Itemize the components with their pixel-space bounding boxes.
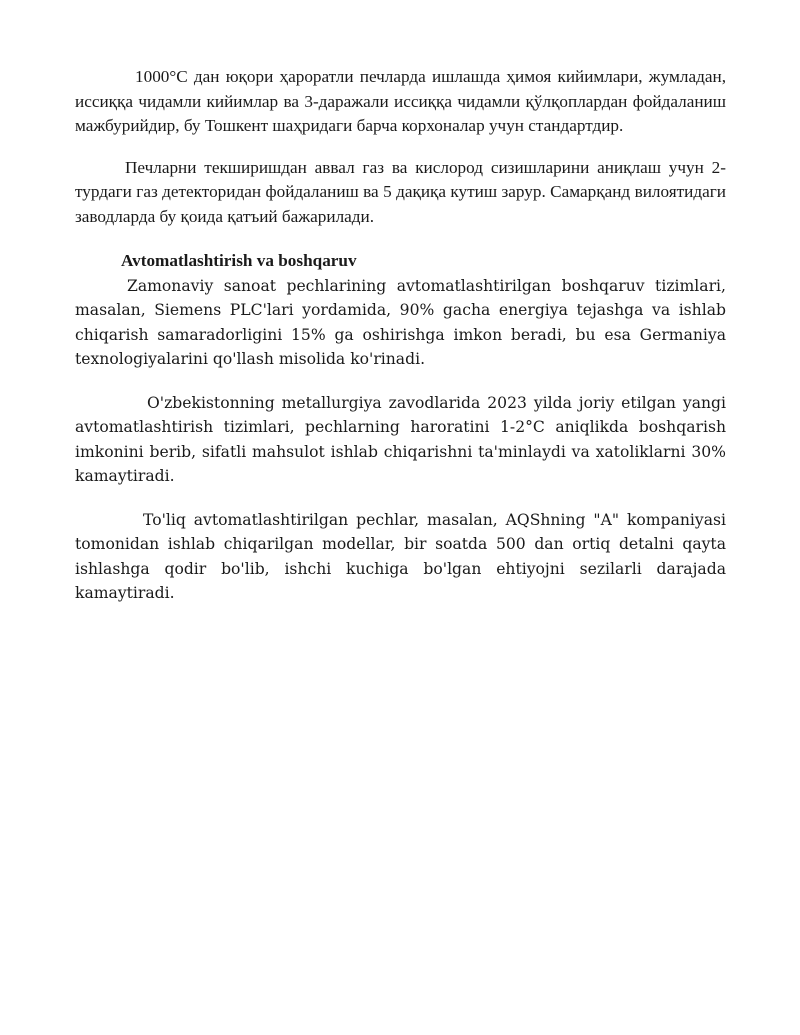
- document-body: [75, 65, 726, 606]
- paragraph-uzbekistan-metallurgy: O'zbekistonning metallurgiya zavodlarida 2023 yilda joriy etilgan yangi avtomatlashtirish tizimlari, pechlarning haroratini 1-2°C aniqlikda boshqarish imkonini berib, sifatli mahsulot ishlab chiqarishni ta'minlaydi va xatoliklarni 30% kamaytiradi.: [75, 393, 726, 485]
- paragraph-gas-detector: Печларни текширишдан аввал газ ва кислород сизишларини аниқлаш учун 2-турдаги газ детекторидан фойдаланиш ва 5 дақиқа кутиш зарур. Самарқанд вилоятидаги заводларда бу қоида қатъий бажарилади.: [75, 157, 726, 226]
- paragraph-gap: [75, 229, 726, 249]
- section-heading: Avtomatlashtirish va boshqaruv: [121, 251, 357, 270]
- paragraph-gap: [75, 372, 726, 391]
- paragraph-automated-furnaces: To'liq avtomatlashtirilgan pechlar, masalan, AQShning "A" kompaniyasi tomonidan ishlab chiqarilgan modellar, bir soatda 500 dan ortiq detalni qayta ishlashga qodir bo'lib, ishchi kuchiga bo'lgan ehtiyojni sezilarli darajada kamaytiradi.: [75, 510, 726, 602]
- paragraph-gap: [75, 489, 726, 508]
- paragraph-siemens-plc: Zamonaviy sanoat pechlarining avtomatlashtirilgan boshqaruv tizimlari, masalan, Siemens PLC'lari yordamida, 90% gacha energiya tejashga va ishlab chiqarish samaradorligini 15% ga oshirishga imkon beradi, bu esa Germaniya texnologiyalarini qo'llash misolida ko'rinadi.: [75, 276, 726, 368]
- paragraph-gap: [75, 139, 726, 156]
- paragraph-protective-clothing: 1000°С дан юқори ҳароратли печларда ишлашда ҳимоя кийимлари, жумладан, иссиққа чидамли кийимлар ва 3-даражали иссиққа чидамли қўлқоплардан фойдаланиш мажбурийдир, бу Тошкент шаҳридаги барча корхоналар учун стандартдир.: [75, 67, 726, 135]
